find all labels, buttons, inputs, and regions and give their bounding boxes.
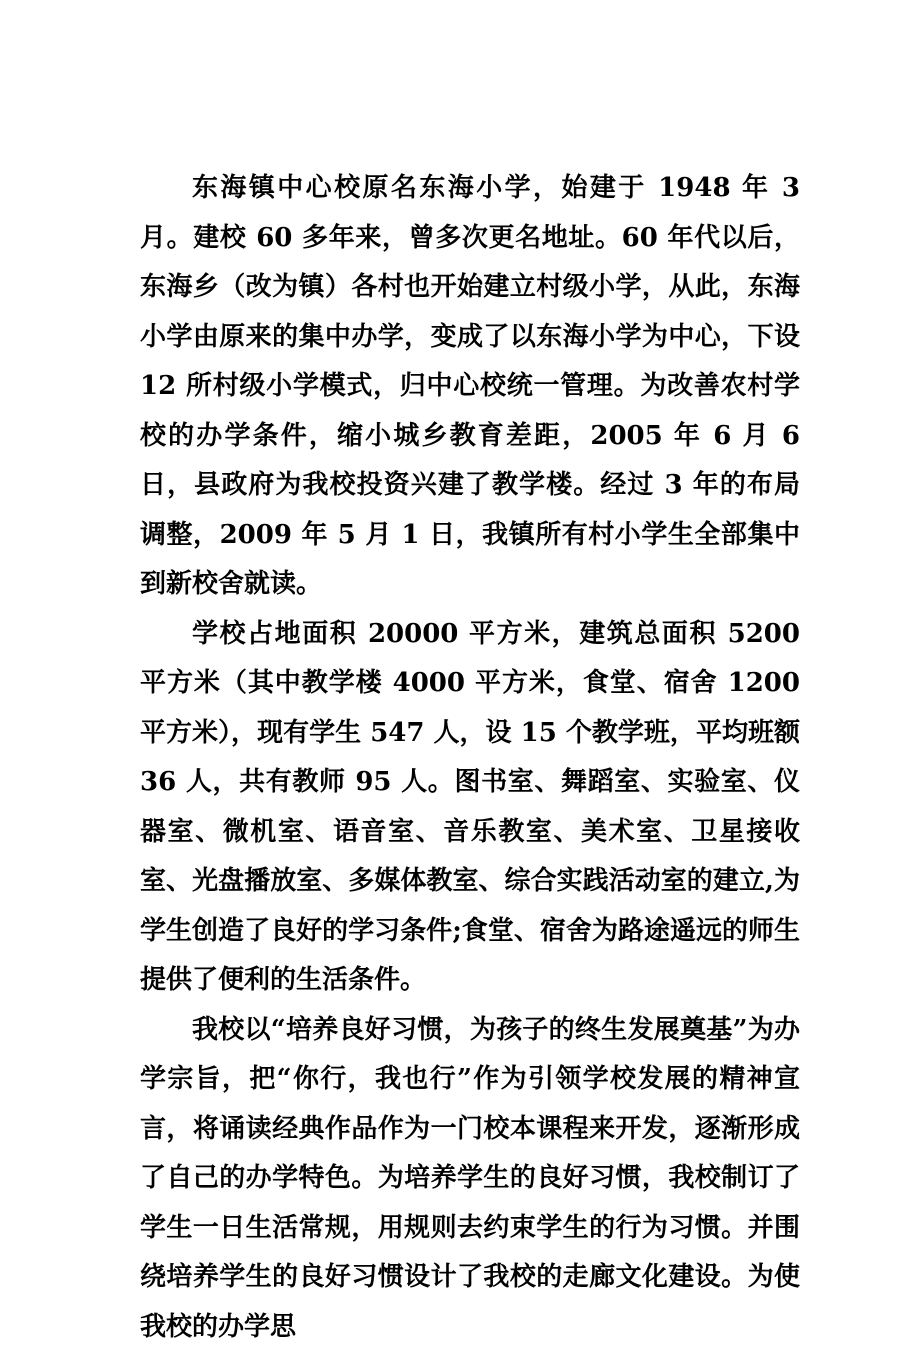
paragraph-facilities: 学校占地面积 20000 平方米，建筑总面积 5200 平方米（其中教学楼 4000 平方米，食堂、宿舍 1200 平方米），现有学生 547 人，设 15 个教学班，平均班额 36 人，共有教师 95 人。图书室、舞蹈室、实验室、仪器室、微机室、语音室、音乐教室、美术室、卫星接收室、光盘播放室、多媒体教室、综合实践活动室的建立,为学生创造了良好的学习条件;食堂、宿舍为路途遥远的师生提供了便利的生活条件。 [140, 610, 800, 1006]
paragraph-philosophy: 我校以“培养良好习惯，为孩子的终生发展奠基”为办学宗旨，把“你行，我也行”作为引领学校发展的精神宣言，将诵读经典作品作为一门校本课程来开发，逐渐形成了自己的办学特色。为培养学生的良好习惯，我校制订了学生一日生活常规，用规则去约束学生的行为习惯。并围绕培养学生的良好习惯设计了我校的走廊文化建设。为使我校的办学思 [140, 1006, 800, 1352]
paragraph-history: 东海镇中心校原名东海小学，始建于 1948 年 3 月。建校 60 多年来，曾多次更名地址。60 年代以后，东海乡（改为镇）各村也开始建立村级小学，从此，东海小学由原来的集中办学，变成了以东海小学为中心，下设 12 所村级小学模式，归中心校统一管理。为改善农村学校的办学条件，缩小城乡教育差距，2005 年 6 月 6 日，县政府为我校投资兴建了教学楼。经过 3 年的布局调整，2009 年 5 月 1 日，我镇所有村小学生全部集中到新校舍就读。 [140, 164, 800, 610]
document-page [140, 164, 800, 1352]
